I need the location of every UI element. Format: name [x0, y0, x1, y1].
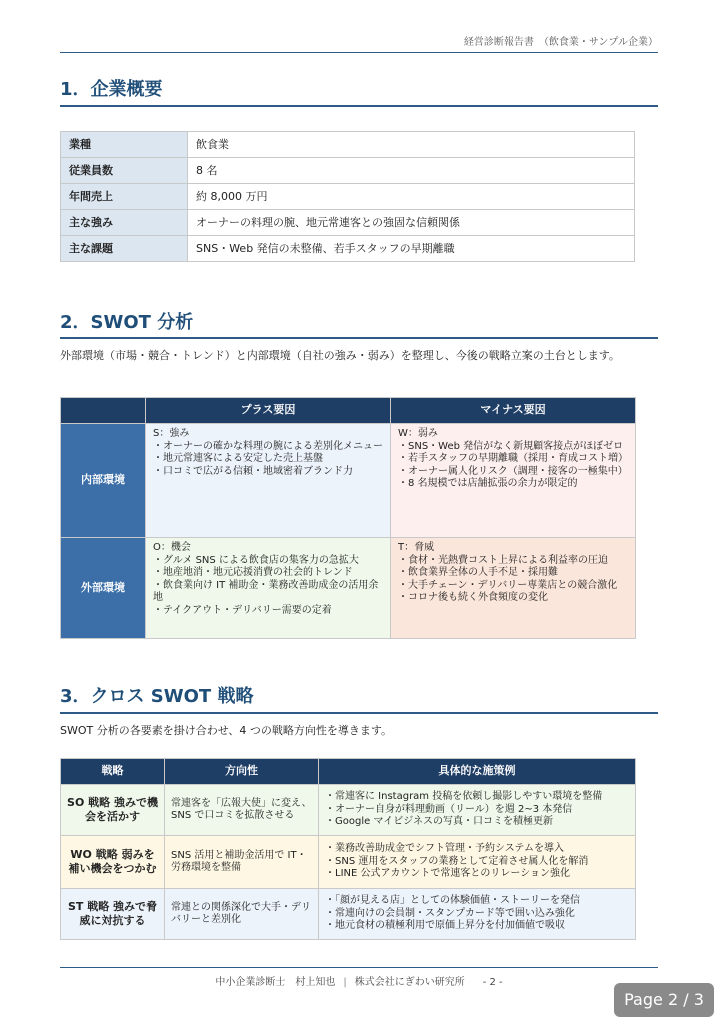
section1-title: 1．企業概要 — [60, 79, 163, 100]
footer-company: 株式会社にぎわい研究所 — [354, 977, 465, 988]
weakness-item: ・SNS・Web 発信がなく新規顧客接点がほぼゼロ — [398, 440, 624, 452]
overview-key: 年間売上 — [61, 184, 188, 210]
wo-direction: SNS 活用と補助金活用で IT・労務環境を整備 — [165, 836, 319, 889]
overview-row — [61, 236, 635, 262]
wo-strategy-label: WO 戦略 弱みを補い機会をつかむ — [61, 836, 165, 889]
opportunity-item: ・飲食業向け IT 補助金・業務改善助成金の活用余地 — [153, 579, 379, 603]
swot-strengths-cell — [146, 424, 391, 538]
st-direction: 常連との関係深化で大手・デリバリーと差別化 — [165, 889, 319, 940]
overview-value: 8 名 — [188, 158, 635, 184]
overview-key: 主な課題 — [61, 236, 188, 262]
section3-divider — [60, 712, 658, 714]
overview-value: オーナーの料理の腕、地元常連客との強固な信頼関係 — [188, 210, 635, 236]
so-measures — [319, 785, 636, 836]
opportunities-label: O：機会 — [153, 542, 191, 553]
wo-measure-item: ・LINE 公式アカウントで常連客とのリレーション強化 — [325, 868, 570, 880]
threat-item: ・コロナ後も続く外食頻度の変化 — [398, 592, 548, 603]
overview-row — [61, 184, 635, 210]
so-strategy-label: SO 戦略 強みで機会を活かす — [61, 785, 165, 836]
cross-row-so — [61, 785, 636, 836]
overview-value: 約 8,000 万円 — [188, 184, 635, 210]
wo-measure-item: ・業務改善助成金でシフト管理・予約システムを導入 — [325, 843, 564, 855]
section3-title: 3．クロス SWOT 戦略 — [60, 686, 254, 707]
threat-item: ・飲食業界全体の人手不足・採用難 — [398, 567, 558, 578]
footer-page-number: - 2 - — [482, 977, 503, 988]
swot-minus-header: マイナス要因 — [391, 398, 636, 424]
so-measure-item: ・Google マイビジネスの写真・口コミを積極更新 — [325, 816, 553, 828]
footer-author: 中小企業診断士 村上知也 — [215, 977, 336, 988]
footer-separator: | — [343, 977, 347, 988]
swot-corner-header — [61, 398, 146, 424]
section1-divider — [60, 105, 658, 107]
cross-row-wo — [61, 836, 636, 889]
footer-divider — [60, 967, 658, 968]
strength-item: ・口コミで広がる信頼・地域密着ブランド力 — [153, 465, 353, 477]
swot-plus-header: プラス要因 — [146, 398, 391, 424]
st-strategy-label: ST 戦略 強みで脅威に対抗する — [61, 889, 165, 940]
st-measures — [319, 889, 636, 940]
header-divider — [60, 52, 658, 53]
swot-intro: 外部環境（市場・競合・トレンド）と内部環境（自社の強み・弱み）を整理し、今後の戦略立案の土台とします。 — [60, 349, 620, 362]
overview-row — [61, 132, 635, 158]
weakness-item: ・8 名規模では店舗拡張の余力が限定的 — [398, 478, 578, 489]
cross-row-st — [61, 889, 636, 940]
cross-header-measures: 具体的な施策例 — [319, 759, 636, 785]
opportunity-item: ・テイクアウト・デリバリー需要の定着 — [153, 604, 332, 616]
overview-key: 業種 — [61, 132, 188, 158]
weakness-item: ・オーナー属人化リスク（調理・接客の一極集中） — [398, 465, 628, 477]
weaknesses-label: W：弱み — [398, 428, 438, 439]
strength-item: ・オーナーの確かな料理の腕による差別化メニュー — [153, 440, 383, 452]
overview-key: 主な強み — [61, 210, 188, 236]
swot-opportunities-cell — [146, 538, 391, 639]
cross-header-strategy: 戦略 — [61, 759, 165, 785]
page-indicator: Page 2 / 3 — [614, 983, 714, 1017]
cross-swot-table — [60, 758, 636, 940]
wo-measures — [319, 836, 636, 889]
cross-header-direction: 方向性 — [165, 759, 319, 785]
swot-internal-label: 内部環境 — [61, 424, 146, 538]
overview-row — [61, 158, 635, 184]
so-direction: 常連客を「広報大使」に変え、SNS で口コミを拡散させる — [165, 785, 319, 836]
swot-table — [60, 397, 636, 639]
threat-item: ・食材・光熱費コスト上昇による利益率の圧迫 — [398, 554, 608, 566]
section2-title: 2．SWOT 分析 — [60, 312, 194, 333]
company-overview-table — [60, 131, 635, 262]
wo-measure-item: ・SNS 運用をスタッフの業務として定着させ属人化を解消 — [325, 855, 589, 867]
strengths-label: S：強み — [153, 428, 190, 439]
opportunity-item: ・地産地消・地元応援消費の社会的トレンド — [153, 567, 353, 578]
strength-item: ・地元常連客による安定した売上基盤 — [153, 453, 323, 464]
st-measure-item: ・常連向けの会員制・スタンプカード等で囲い込み強化 — [325, 907, 575, 919]
so-measure-item: ・オーナー自身が料理動画（リール）を週 2~3 本発信 — [325, 803, 573, 815]
overview-value: 飲食業 — [188, 132, 635, 158]
st-measure-item: ・地元食材の積極利用で原価上昇分を付加価値で吸収 — [325, 920, 565, 932]
overview-key: 従業員数 — [61, 158, 188, 184]
report-footer — [60, 973, 658, 988]
st-measure-item: ・「顔が見える店」としての体験価値・ストーリーを発信 — [325, 895, 580, 907]
cross-swot-intro: SWOT 分析の各要素を掛け合わせ、4 つの戦略方向性を導きます。 — [60, 724, 393, 737]
weakness-item: ・若手スタッフの早期離職（採用・育成コスト増） — [398, 453, 628, 464]
threat-item: ・大手チェーン・デリバリー専業店との競合激化 — [398, 579, 618, 591]
overview-row — [61, 210, 635, 236]
threats-label: T：脅威 — [398, 542, 435, 553]
swot-external-label: 外部環境 — [61, 538, 146, 639]
swot-weaknesses-cell — [391, 424, 636, 538]
swot-threats-cell — [391, 538, 636, 639]
section2-divider — [60, 337, 658, 339]
opportunity-item: ・グルメ SNS による飲食店の集客力の急拡大 — [153, 554, 359, 566]
so-measure-item: ・常連客に Instagram 投稿を依頼し撮影しやすい環境を整備 — [325, 791, 603, 803]
overview-value: SNS・Web 発信の未整備、若手スタッフの早期離職 — [188, 236, 635, 262]
report-header: 経営診断報告書 （飲食業・サンプル企業） — [463, 37, 658, 48]
